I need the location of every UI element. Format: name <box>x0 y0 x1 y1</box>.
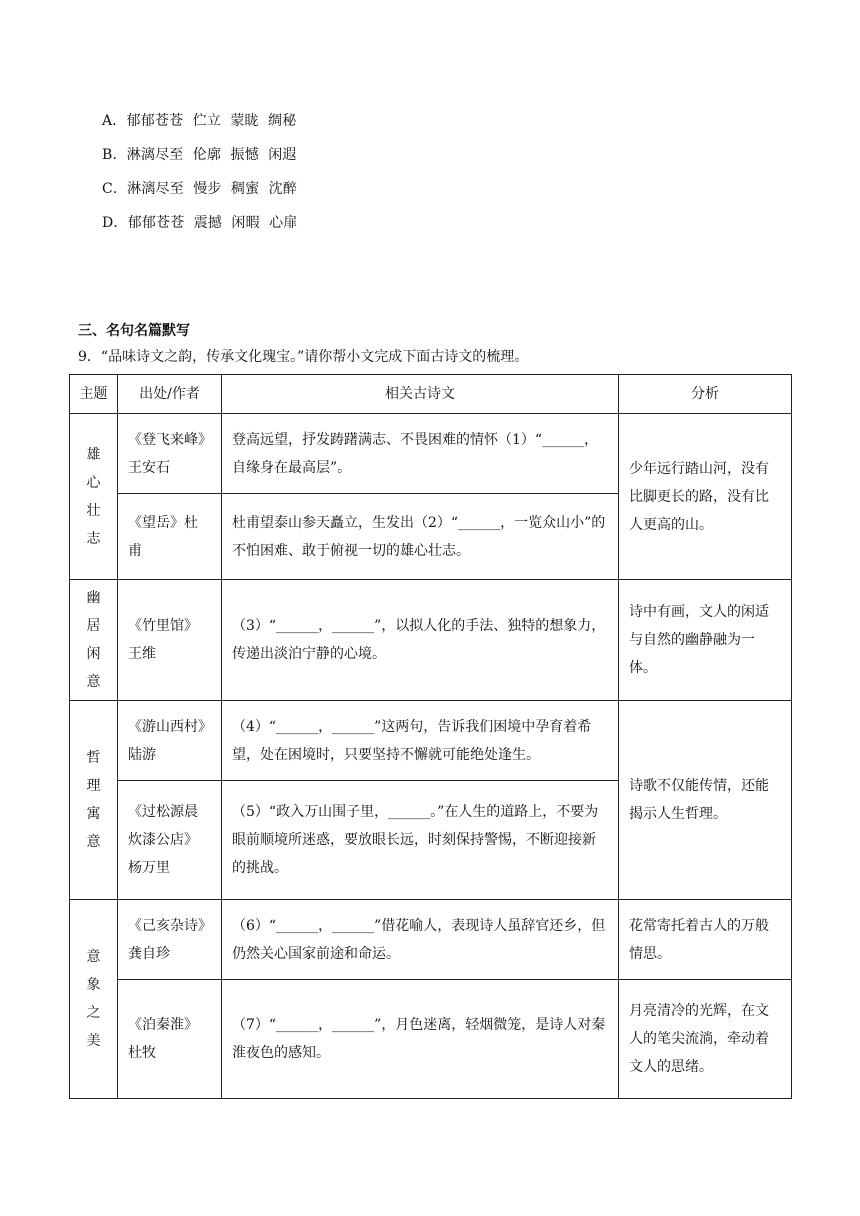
option-letter: D． <box>102 215 128 231</box>
theme-cell: 哲理寓意 <box>70 701 118 900</box>
content-cell: （6）“______，______”借花喻人，表现诗人虽辞官还乡，但仍然关心国家前途和命运。 <box>222 900 619 980</box>
option-letter: C． <box>102 181 128 197</box>
table-row <box>70 701 792 781</box>
analysis-cell: 月亮清冷的光辉，在文人的笔尖流淌，牵动着文人的思绪。 <box>619 980 792 1099</box>
option-text: 郁郁苍苍 震撼 闲暇 心扉 <box>127 215 298 231</box>
question-prompt: 9．“品味诗文之韵，传承文化瑰宝。”请你帮小文完成下面古诗文的梳理。 <box>78 349 529 365</box>
option-letter: A． <box>102 113 127 129</box>
source-cell: 《过松源晨炊漆公店》杨万里 <box>118 781 222 900</box>
option-b <box>102 144 298 178</box>
theme-cell: 幽居闲意 <box>70 580 118 701</box>
source-cell: 《望岳》杜甫 <box>118 494 222 580</box>
table-header-row <box>70 375 792 414</box>
source-cell: 《登飞来峰》王安石 <box>118 414 222 494</box>
source-cell: 《游山西村》陆游 <box>118 701 222 781</box>
source-cell: 《己亥杂诗》龚自珍 <box>118 900 222 980</box>
source-cell: 《竹里馆》王维 <box>118 580 222 701</box>
option-a <box>102 110 298 144</box>
header-theme: 主题 <box>70 375 118 414</box>
option-c <box>102 178 298 212</box>
analysis-cell: 诗中有画，文人的闲适与自然的幽静融为一体。 <box>619 580 792 701</box>
answer-options <box>102 110 298 246</box>
source-cell: 《泊秦淮》杜牧 <box>118 980 222 1099</box>
content-cell: （3）“______，______”，以拟人化的手法、独特的想象力，传递出淡泊宁静的心境。 <box>222 580 619 701</box>
option-text: 淋漓尽至 慢步 稠蜜 沈醉 <box>127 181 298 197</box>
table-row <box>70 580 792 701</box>
table-row <box>70 980 792 1099</box>
poetry-table <box>69 374 792 1099</box>
header-analysis: 分析 <box>619 375 792 414</box>
analysis-cell: 花常寄托着古人的万般情思。 <box>619 900 792 980</box>
content-cell: 登高远望，抒发踌躇满志、不畏困难的情怀（1）“______，自缘身在最高层”。 <box>222 414 619 494</box>
option-letter: B． <box>102 147 127 163</box>
content-cell: （4）“______，______”这两句，告诉我们困境中孕育着希望，处在困境时，只要坚持不懈就可能绝处逢生。 <box>222 701 619 781</box>
content-cell: （7）“______，______”，月色迷离，轻烟微笼，是诗人对秦淮夜色的感知。 <box>222 980 619 1099</box>
theme-cell: 意象之美 <box>70 900 118 1099</box>
analysis-cell: 少年远行踏山河，没有比脚更长的路，没有比人更高的山。 <box>619 414 792 580</box>
header-source: 出处/作者 <box>118 375 222 414</box>
table-row <box>70 900 792 980</box>
content-cell: （5）“政入万山围子里，______。”在人生的道路上，不要为眼前顺境所迷惑，要放眼长远，时刻保持警惕，不断迎接新的挑战。 <box>222 781 619 900</box>
table-row <box>70 414 792 494</box>
analysis-cell: 诗歌不仅能传情，还能揭示人生哲理。 <box>619 701 792 900</box>
section-title: 三、名句名篇默写 <box>78 323 190 339</box>
option-d <box>102 212 298 246</box>
option-text: 郁郁苍苍 伫立 蒙眬 绸秘 <box>126 113 297 129</box>
option-text: 淋漓尽至 伦廓 振憾 闲遐 <box>126 147 297 163</box>
content-cell: 杜甫望泰山参天矗立，生发出（2）“______，一览众山小”的不怕困难、敢于俯视一切的雄心壮志。 <box>222 494 619 580</box>
theme-cell: 雄心壮志 <box>70 414 118 580</box>
header-content: 相关古诗文 <box>222 375 619 414</box>
